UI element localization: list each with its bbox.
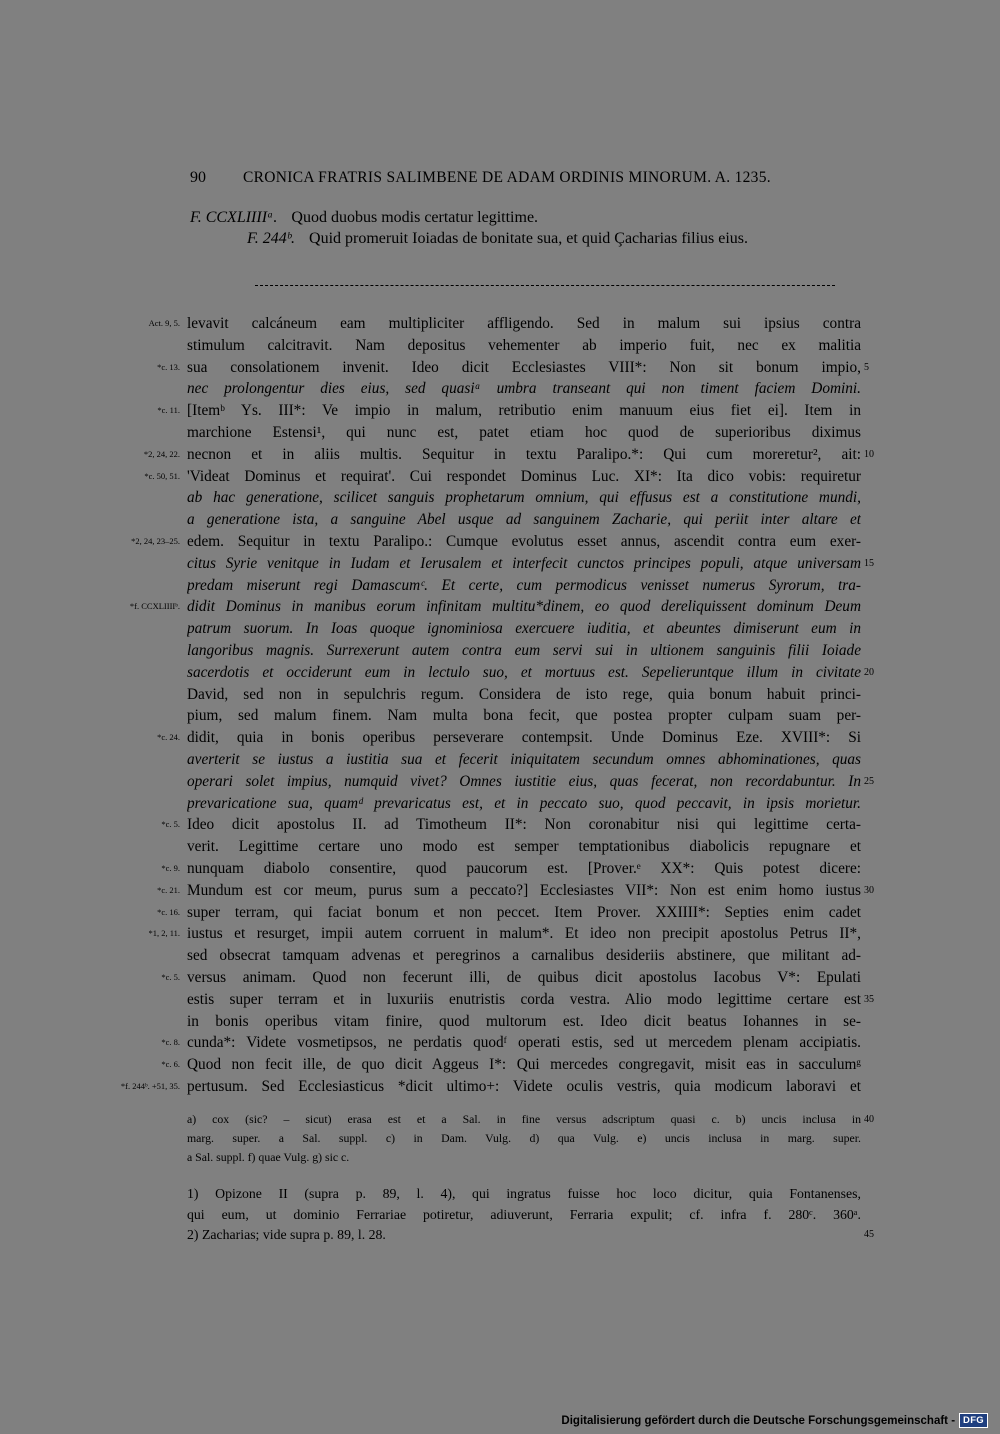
margin-reference: *c. 5. — [161, 819, 180, 830]
text-line: pium, sed malum finem. Nam multa bona fecit, que postea propter culpam suam per- — [187, 707, 861, 725]
line-number — [864, 313, 894, 335]
text-line: estis super terram et in luxuriis enutristis corda vestra. Alio modo legittime certare est — [187, 990, 861, 1008]
line-number: 35 — [864, 993, 874, 1005]
margin-reference: *c. 5. — [161, 971, 180, 982]
page-number: 90 — [190, 169, 206, 186]
text-line: sua consolationem invenit. Ideo dicit Ecclesiastes VIII*: Non sit bonum impio, — [187, 358, 861, 376]
apparatus-line: a) cox (sic? – sicut) erasa est et a Sal. in fine versus adscriptum quasi c. b) uncis inclusa in — [187, 1112, 861, 1126]
line-number — [864, 575, 894, 597]
folio-heading — [190, 228, 860, 249]
margin-reference: *c. 16. — [157, 906, 180, 917]
footnote-line-number: 45 — [864, 1229, 874, 1240]
line-number — [864, 1076, 894, 1098]
footer-credit: Digitalisierung gefördert durch die Deutsche Forschungsgemeinschaft - — [561, 1414, 956, 1427]
text-line: nec prolongentur dies eius, sed quasiᵃ umbra transeant qui non timent faciem Domini. — [187, 380, 861, 398]
text-line: citus Syrie venitque in Iudam et Ierusalem et interfecit cunctos principes populi, atque universam — [187, 554, 861, 572]
line-number: 10 — [864, 448, 874, 460]
running-title: CRONICA FRATRIS SALIMBENE DE ADAM ORDINIS MINORUM. A. 1235. — [243, 169, 771, 186]
margin-reference: *c. 11. — [157, 405, 180, 416]
text-line: cunda*: Videte vosmetipsos, ne perdatis quodᶠ operati estis, sed ut mercedem plenam accipiatis. — [187, 1034, 861, 1052]
margin-reference — [90, 335, 180, 357]
margin-reference: *c. 50, 51. — [144, 470, 180, 481]
line-number — [864, 378, 894, 400]
critical-apparatus — [187, 1110, 861, 1167]
margin-reference — [90, 1011, 180, 1033]
text-line: in bonis operibus vitam finire, quod multorum est. Ideo dicit beatus Iohannes in se- — [187, 1012, 861, 1030]
margin-reference — [90, 684, 180, 706]
text-line: Mundum est cor meum, purus sum a peccato?] Ecclesiastes VII*: Non est enim homo iustus — [187, 881, 861, 899]
footnote-line: 1) Opizone II (supra p. 89, l. 4), qui ingratus fuisse hoc loco dicitur, quia Fontanenses, — [187, 1186, 861, 1201]
line-number — [864, 727, 894, 749]
text-line: prevaricatione sua, quamᵈ prevaricatus est, et in peccato suo, quod peccavit, in ipsis morietur. — [187, 794, 861, 812]
line-number — [864, 967, 894, 989]
margin-reference: *c. 13. — [157, 361, 180, 372]
line-number: 5 — [864, 361, 869, 373]
margin-reference: *c. 9. — [161, 862, 180, 873]
text-line: edem. Sequitur in textu Paralipo.: Cumque evolutus esset annus, ascendit contra eum exer- — [187, 532, 861, 550]
text-line: David, sed non in sepulchris regum. Considera de isto rege, quia bonum habuit princi- — [187, 685, 861, 703]
text-line: 'Videat Dominus et requirat'. Cui respondet Dominus Luc. XI*: Ita dico vobis: requiretur — [187, 467, 861, 485]
folio-headings — [190, 207, 860, 249]
margin-reference — [90, 662, 180, 684]
line-number — [864, 945, 894, 967]
line-number — [864, 422, 894, 444]
folio-heading — [190, 207, 860, 228]
folio-heading-text: Quid promeruit Ioiadas de bonitate sua, et quid Çacharias filius eius. — [309, 230, 749, 247]
margin-reference — [90, 575, 180, 597]
margin-reference — [90, 422, 180, 444]
text-line: levavit calcáneum eam multipliciter affligendo. Sed in malum sui ipsius contra — [187, 315, 861, 332]
line-number — [864, 618, 894, 640]
line-number — [864, 640, 894, 662]
margin-reference — [90, 487, 180, 509]
text-line: super terram, qui faciat bonum et non peccet. Item Prover. XXIIII*: Septies enim cadet — [187, 903, 861, 921]
footnote-line: 2) Zacharias; vide supra p. 89, l. 28. — [187, 1227, 386, 1242]
text-line: ab hac generatione, scilicet sanguis prophetarum omnium, qui effusus est a constitutione mundi, — [187, 489, 861, 507]
line-number — [864, 836, 894, 858]
line-number: 15 — [864, 557, 874, 569]
text-line: a generatione ista, a sanguine Abel usque ad sanguinem Zacharie, qui periit inter altare et — [187, 511, 861, 529]
margin-reference — [90, 618, 180, 640]
text-line: didit Dominus in manibus eorum infinitam multitu*dinem, eo quod dereliquissent dominum Deum — [187, 598, 861, 616]
line-number — [864, 1054, 894, 1076]
folio-ref: F. 244ᵇ. — [247, 230, 296, 247]
text-line: [Itemᵇ Ys. III*: Ve impio in malum, retributio enim manuum eius fiet ei]. Item in — [187, 402, 861, 420]
margin-reference: *2, 24, 23–25. — [131, 535, 180, 546]
margin-reference — [90, 836, 180, 858]
margin-reference: *c. 21. — [157, 884, 180, 895]
margin-reference — [90, 509, 180, 531]
text-line: sacerdotis et occiderunt eum in lectulo suo, et mortuus est. Sepelieruntque illum in civitate — [187, 663, 861, 681]
footer — [561, 1413, 988, 1428]
line-number — [864, 1011, 894, 1033]
text-line: langoribus magnis. Surrexerunt autem contra eum servi sui in ultionem sanguinis filii Ioiade — [187, 641, 861, 659]
margin-reference: Act. 9, 5. — [148, 318, 180, 328]
margin-reference — [90, 945, 180, 967]
line-number — [864, 400, 894, 422]
footnote-line: qui eum, ut dominio Ferrariae potiretur, adiuverunt, Ferraria expulit; cf. infra f. 280ᶜ. 360ᵃ. — [187, 1206, 861, 1222]
line-number — [864, 793, 894, 815]
text-line: stimulum calcitravit. Nam depositus vehementer ab imperio fuit, nec ex malitia — [187, 336, 861, 354]
line-number: 25 — [864, 775, 874, 787]
line-number — [864, 335, 894, 357]
text-line: sed obsecrat tamquam advenas et peregrinos a carnalibus desideriis abstinere, que militant ad- — [187, 947, 861, 965]
margin-reference: *c. 8. — [161, 1037, 180, 1048]
line-number — [864, 923, 894, 945]
line-number — [864, 705, 894, 727]
margin-reference — [90, 989, 180, 1011]
text-line: operari solet impius, numquid vivet? Omnes iustitie eius, quas fecerat, non recordabuntur. In — [187, 772, 861, 790]
text-line: pertusum. Sed Ecclesiasticus *dicit ultimo+: Videte oculis vestris, quia modicum laboravi et — [187, 1077, 861, 1095]
line-number — [864, 1032, 894, 1054]
margin-reference: *2, 24, 22. — [143, 448, 180, 459]
line-number: 20 — [864, 666, 874, 678]
text-line: predam miserunt regi Damascumᶜ. Et certe, cum permodicus venisset numerus Syrorum, tra- — [187, 576, 861, 594]
line-number — [864, 487, 894, 509]
line-number — [864, 531, 894, 553]
margin-reference — [90, 793, 180, 815]
main-text — [187, 313, 861, 1098]
line-number — [864, 858, 894, 880]
margin-reference — [90, 705, 180, 727]
margin-reference: *f. 244ᵇ. +51, 35. — [120, 1080, 180, 1091]
folio-ref: F. CCXLIIIIᵃ. — [190, 209, 278, 226]
margin-reference: *c. 24. — [157, 732, 180, 743]
margin-reference — [90, 640, 180, 662]
text-line: nunquam diabolo consentire, quod paucorum est. [Prover.ᵉ XX*: Quis potest dicere: — [187, 859, 861, 877]
text-line: averterit se iustus a iustitia sua et fecerit iniquitatem secundum omnes abhominationes, quas — [187, 750, 861, 768]
line-number — [864, 596, 894, 618]
folio-heading-text: Quod duobus modis certatur legittime. — [291, 209, 539, 226]
margin-reference: *1, 2, 11. — [148, 928, 180, 939]
text-line: Ideo dicit apostolus II. ad Timotheum II*: Non coronabitur nisi qui legittime certa- — [187, 816, 861, 834]
text-line: iustus et resurget, impii autem corruent in malum*. Et ideo non precipit apostolus Petrus II*, — [187, 925, 861, 943]
margin-reference — [90, 749, 180, 771]
text-line: patrum suorum. In Ioas quoque ignominiosa exercuere iuditia, et abeuntes dimiserunt eum in — [187, 620, 861, 638]
text-line: versus animam. Quod non fecerunt illi, de quibus dicit apostolus Iacobus V*: Epulati — [187, 968, 861, 986]
heading-divider — [255, 285, 835, 286]
line-number — [864, 902, 894, 924]
text-line: didit, quia in bonis operibus perseverare contempsit. Unde Dominus Eze. XVIII*: Si — [187, 729, 861, 747]
apparatus-line: marg. super. a Sal. suppl. c) in Dam. Vulg. d) qua Vulg. e) uncis inclusa in marg. super. — [187, 1131, 861, 1145]
footnotes — [187, 1184, 861, 1246]
margin-reference — [90, 378, 180, 400]
apparatus-line: a Sal. suppl. f) quae Vulg. g) sic c. — [187, 1150, 350, 1164]
line-number — [864, 509, 894, 531]
line-numbers — [864, 313, 894, 1098]
dfg-logo: DFG — [959, 1413, 988, 1428]
text-line: verit. Legittime certare uno modo est semper temptationibus diabolicis repugnare et — [187, 838, 861, 856]
line-number — [864, 814, 894, 836]
margin-references — [90, 313, 180, 1098]
line-number: 30 — [864, 884, 874, 896]
apparatus-line-number: 40 — [864, 1114, 874, 1125]
line-number — [864, 466, 894, 488]
margin-reference: *c. 6. — [161, 1059, 180, 1070]
margin-reference — [90, 553, 180, 575]
margin-reference — [90, 771, 180, 793]
text-line: marchione Estensi¹, qui nunc est, patet etiam hoc quod de superioribus diximus — [187, 423, 861, 441]
text-line: necnon et in aliis multis. Sequitur in textu Paralipo.*: Qui cum moreretur², ait: — [187, 445, 861, 463]
text-line: Quod non fecit ille, de quo dicit Aggeus I*: Qui mercedes congregavit, misit eas in sacculumᵍ — [187, 1056, 861, 1074]
line-number — [864, 749, 894, 771]
line-number — [864, 684, 894, 706]
margin-reference: *f. CCXLIIIIᵇ. — [129, 601, 180, 612]
